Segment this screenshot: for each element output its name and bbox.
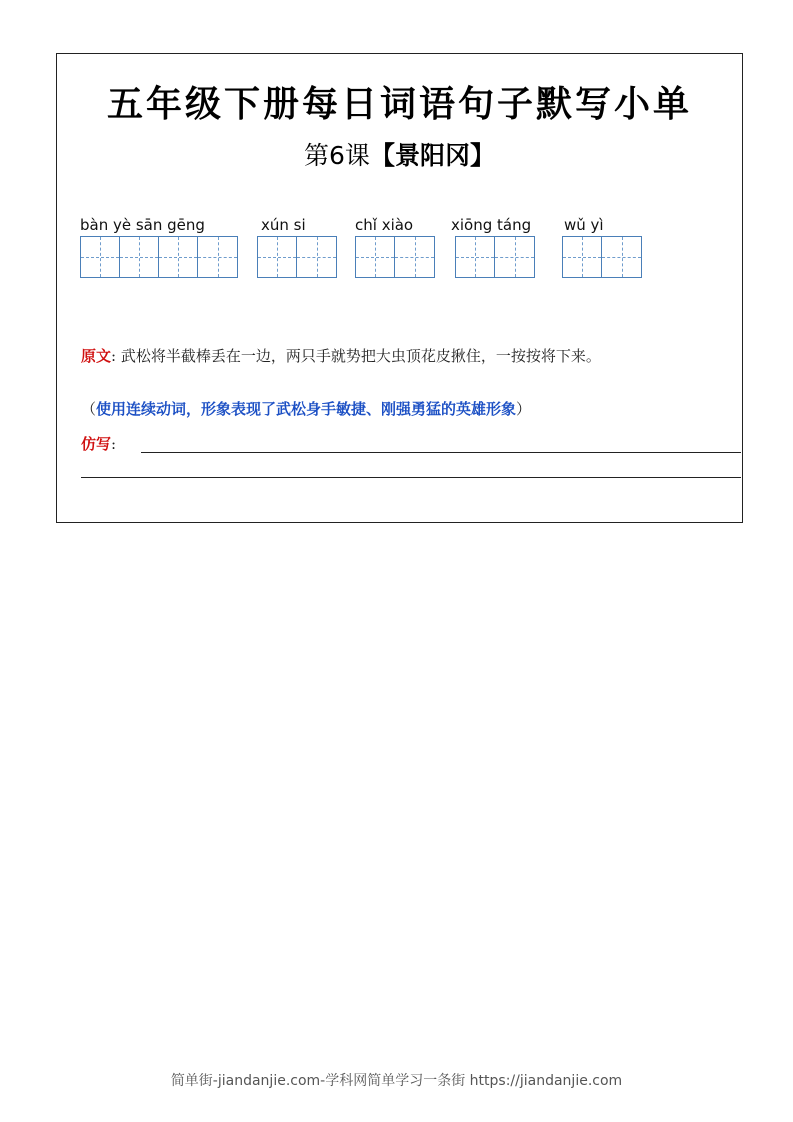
footer-text: 简单街-jiandanjie.com-学科网简单学习一条街 https://jiandanjie.com: [170, 1073, 623, 1089]
pinyin-text: bàn yè sān gēng: [80, 216, 205, 234]
original-text: 武松将半截棒丢在一边，两只手就势把大虫顶花皮揪住，一按按将下来。: [120, 347, 601, 365]
writing-box[interactable]: [198, 237, 237, 277]
pinyin-word-3: [355, 214, 435, 278]
note-text: 使用连续动词，形象表现了武松身手敏捷、刚强勇猛的英雄形象: [96, 400, 517, 418]
pinyin-word-2: [257, 214, 337, 278]
writing-box[interactable]: [297, 237, 336, 277]
worksheet-frame: [56, 53, 743, 523]
writing-grid[interactable]: [562, 236, 642, 278]
writing-box[interactable]: [258, 237, 297, 277]
pinyin-text: xún si: [261, 216, 306, 234]
writing-box[interactable]: [563, 237, 602, 277]
original-colon: :: [111, 347, 117, 365]
note-close: ）: [516, 400, 532, 418]
lesson-subtitle: [57, 136, 742, 172]
page-title: 五年级下册每日词语句子默写小单: [106, 83, 692, 125]
writing-box[interactable]: [602, 237, 641, 277]
note-open: （: [81, 400, 97, 418]
writing-box[interactable]: [495, 237, 534, 277]
pinyin-text: wǔ yì: [564, 216, 604, 234]
pinyin-word-4: [451, 214, 535, 278]
writing-box[interactable]: [120, 237, 159, 277]
writing-grid[interactable]: [80, 236, 238, 278]
imitate-section: [81, 432, 116, 456]
imitate-answer-line-1[interactable]: [141, 452, 741, 453]
pinyin-word-5: [562, 214, 642, 278]
writing-grid[interactable]: [355, 236, 435, 278]
sentence-note: [81, 397, 741, 421]
pinyin-text: xiōng táng: [451, 216, 532, 234]
pinyin-text: chǐ xiào: [355, 216, 414, 234]
lesson-name: 【景阳冈】: [369, 141, 495, 170]
writing-grid[interactable]: [455, 236, 535, 278]
lesson-number: 第6课: [304, 141, 370, 170]
original-label: 原文: [81, 347, 112, 365]
imitate-answer-line-2[interactable]: [81, 477, 741, 478]
imitate-colon: :: [111, 435, 117, 453]
imitate-label: 仿写: [81, 435, 112, 453]
writing-grid[interactable]: [257, 236, 337, 278]
original-sentence: [81, 344, 741, 369]
writing-box[interactable]: [395, 237, 434, 277]
pinyin-word-1: [80, 214, 238, 278]
writing-box[interactable]: [159, 237, 198, 277]
writing-box[interactable]: [456, 237, 495, 277]
writing-box[interactable]: [356, 237, 395, 277]
writing-box[interactable]: [81, 237, 120, 277]
